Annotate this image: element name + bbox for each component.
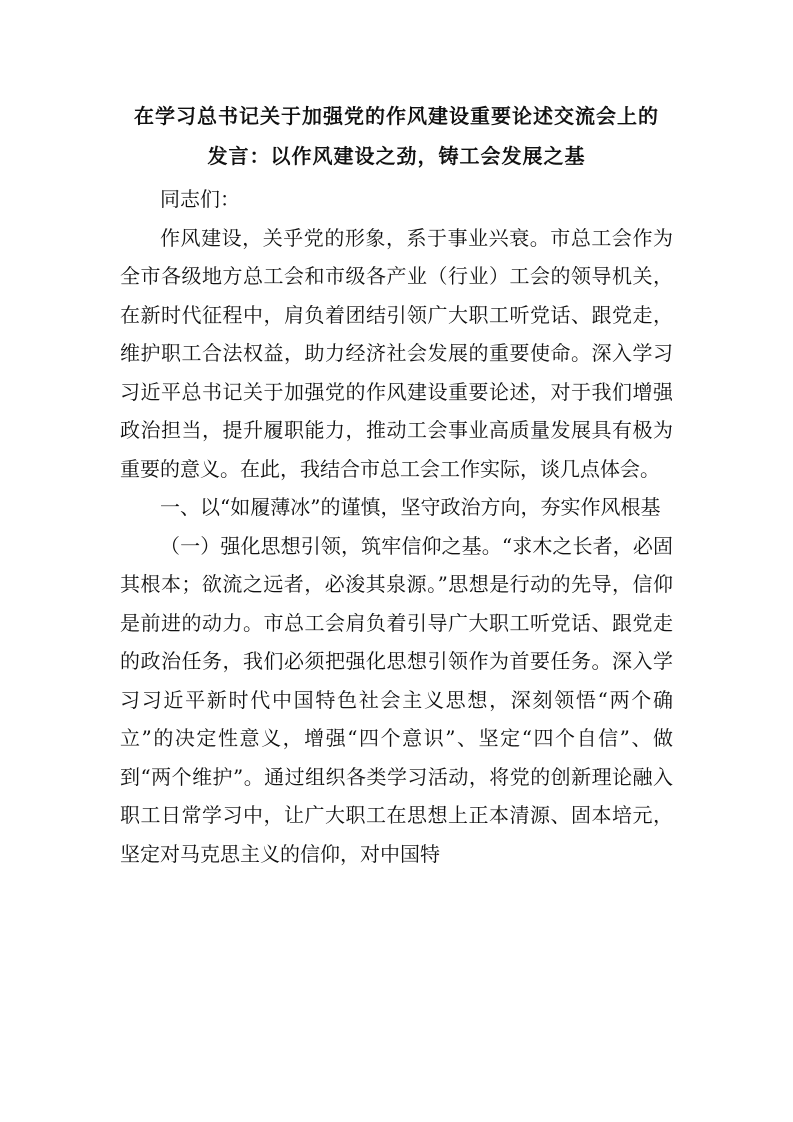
title-line-2: 发言：以作风建设之劲，铸工会发展之基 (207, 144, 586, 168)
title-line-1: 在学习总书记关于加强党的作风建设重要论述交流会上的 (134, 104, 659, 128)
subsection-paragraph-1: （一）强化思想引领，筑牢信仰之基。“求木之长者，必固其根本；欲流之远者，必浚其泉源。”思想是行动的先导，信仰是前进的动力。市总工会肩负着引导广大职工听党话、跟党走的政治任务，我们必须把强化思想引领作为首要任务。深入学习习近平新时代中国特色社会主义思想，深刻领悟“两个确立”的决定性意义，增强“四个意识”、坚定“四个自信”、做到“两个维护”。通过组织各类学习活动，将党的创新理论融入职工日常学习中，让广大职工在思想上正本清源、固本培元，坚定对马克思主义的信仰，对中国特 (120, 533, 673, 866)
greeting: 同志们： (160, 187, 240, 211)
section-heading-1: 一、以“如履薄冰”的谨慎，坚守政治方向，夯实作风根基 (160, 495, 661, 519)
paragraph-intro: 作风建设，关乎党的形象，系于事业兴衰。市总工会作为全市各级地方总工会和市级各产业（行业）工会的领导机关，在新时代征程中，肩负着团结引领广大职工听党话、跟党走，维护职工合法权益，助力经济社会发展的重要使命。深入学习习近平总书记关于加强党的作风建设重要论述，对于我们增强政治担当，提升履职能力，推动工会事业高质量发展具有极为重要的意义。在此，我结合市总工会工作实际，谈几点体会。 (120, 225, 673, 481)
document-title (120, 96, 673, 176)
document-body (120, 96, 673, 873)
